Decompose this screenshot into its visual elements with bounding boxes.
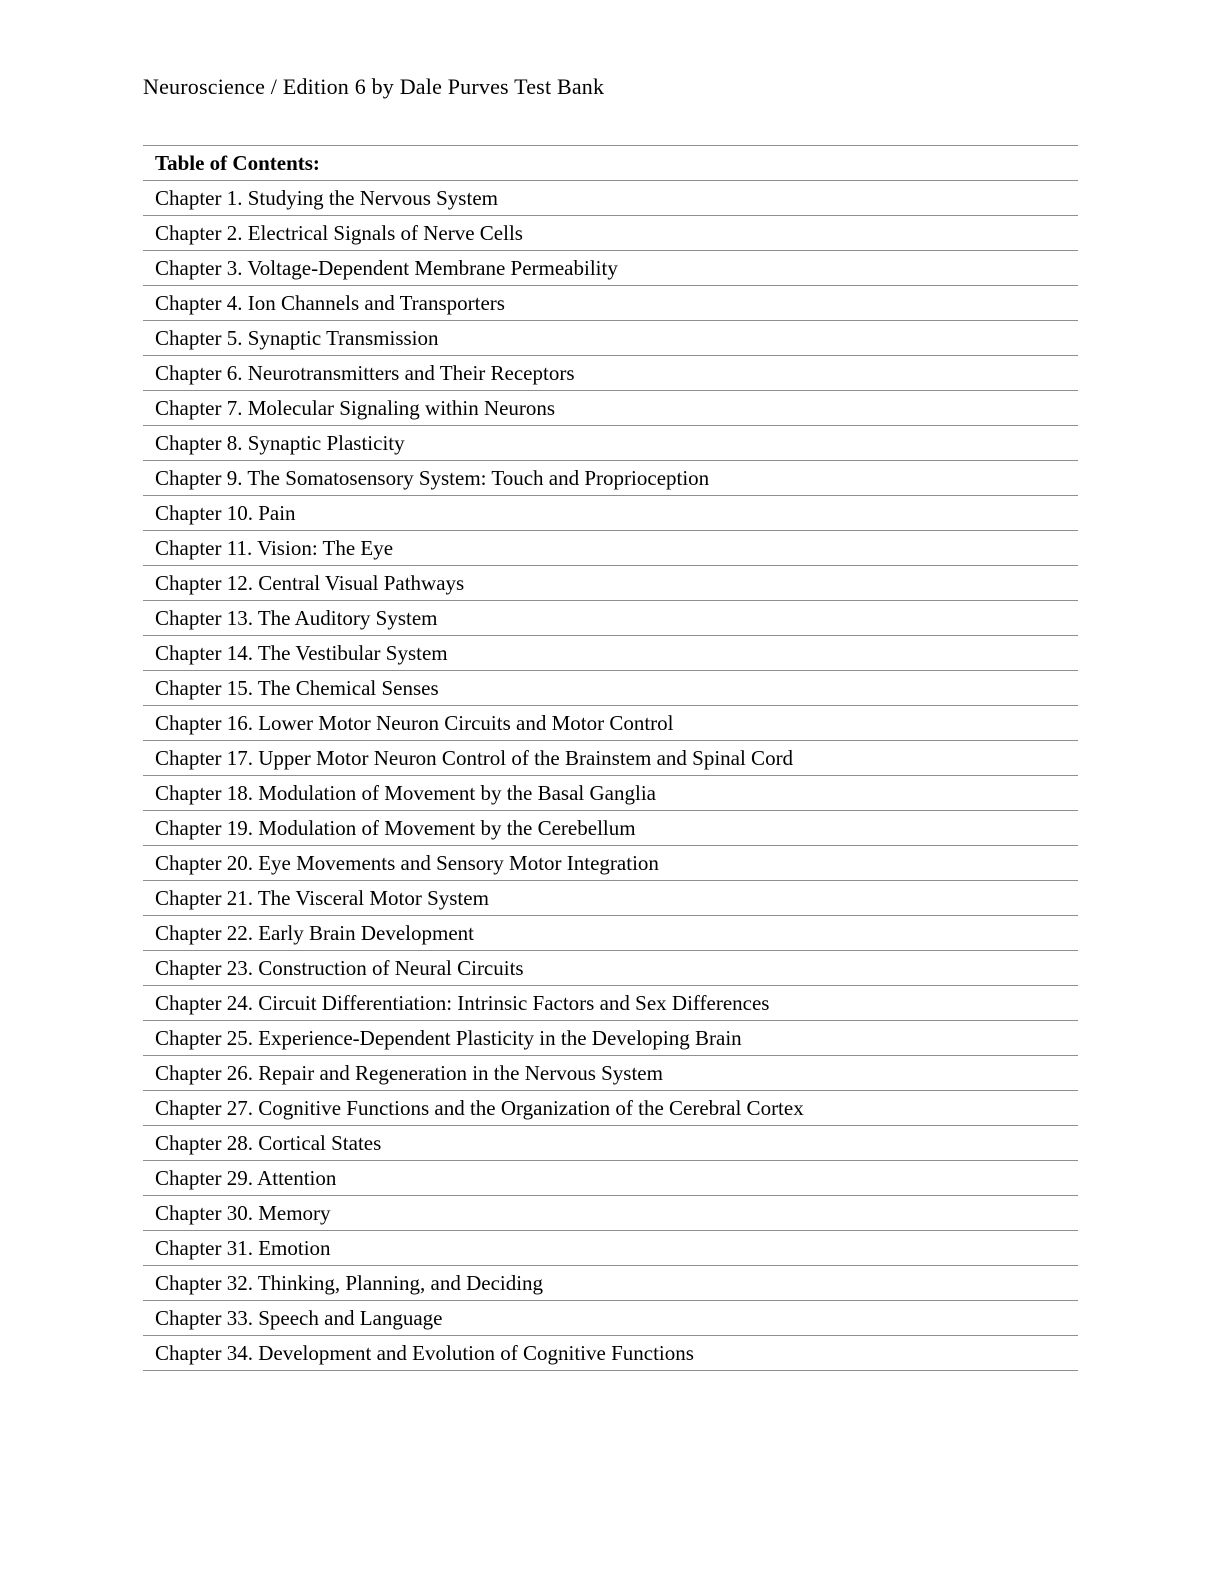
toc-row: Chapter 16. Lower Motor Neuron Circuits and Motor Control [143, 705, 1078, 740]
toc-row: Chapter 6. Neurotransmitters and Their Receptors [143, 355, 1078, 390]
toc-row: Chapter 25. Experience-Dependent Plasticity in the Developing Brain [143, 1020, 1078, 1055]
toc-row: Chapter 31. Emotion [143, 1230, 1078, 1265]
toc-row: Chapter 5. Synaptic Transmission [143, 320, 1078, 355]
toc-row: Chapter 4. Ion Channels and Transporters [143, 285, 1078, 320]
table-of-contents [143, 145, 1078, 1371]
toc-row: Chapter 27. Cognitive Functions and the Organization of the Cerebral Cortex [143, 1090, 1078, 1125]
toc-row: Chapter 7. Molecular Signaling within Neurons [143, 390, 1078, 425]
toc-row: Chapter 14. The Vestibular System [143, 635, 1078, 670]
toc-row: Chapter 3. Voltage-Dependent Membrane Permeability [143, 250, 1078, 285]
toc-row-list [143, 180, 1078, 1370]
toc-row: Chapter 33. Speech and Language [143, 1300, 1078, 1335]
toc-row: Chapter 8. Synaptic Plasticity [143, 425, 1078, 460]
toc-row: Chapter 32. Thinking, Planning, and Deciding [143, 1265, 1078, 1300]
toc-row: Chapter 28. Cortical States [143, 1125, 1078, 1160]
toc-row: Chapter 20. Eye Movements and Sensory Motor Integration [143, 845, 1078, 880]
toc-row: Chapter 29. Attention [143, 1160, 1078, 1195]
toc-row: Chapter 11. Vision: The Eye [143, 530, 1078, 565]
toc-row: Chapter 13. The Auditory System [143, 600, 1078, 635]
toc-row: Chapter 15. The Chemical Senses [143, 670, 1078, 705]
toc-row: Chapter 23. Construction of Neural Circuits [143, 950, 1078, 985]
toc-row: Chapter 10. Pain [143, 495, 1078, 530]
toc-row: Chapter 2. Electrical Signals of Nerve Cells [143, 215, 1078, 250]
toc-row: Chapter 1. Studying the Nervous System [143, 180, 1078, 215]
toc-row: Chapter 26. Repair and Regeneration in the Nervous System [143, 1055, 1078, 1090]
toc-row: Chapter 22. Early Brain Development [143, 915, 1078, 950]
toc-row: Chapter 9. The Somatosensory System: Touch and Proprioception [143, 460, 1078, 495]
toc-row: Chapter 19. Modulation of Movement by the Cerebellum [143, 810, 1078, 845]
toc-row: Chapter 34. Development and Evolution of Cognitive Functions [143, 1335, 1078, 1370]
toc-row: Chapter 24. Circuit Differentiation: Intrinsic Factors and Sex Differences [143, 985, 1078, 1020]
toc-row: Chapter 12. Central Visual Pathways [143, 565, 1078, 600]
document-title: Neuroscience / Edition 6 by Dale Purves Test Bank [143, 74, 605, 99]
toc-row: Chapter 17. Upper Motor Neuron Control of the Brainstem and Spinal Cord [143, 740, 1078, 775]
toc-header: Table of Contents: [143, 145, 1078, 180]
toc-row: Chapter 30. Memory [143, 1195, 1078, 1230]
toc-row: Chapter 21. The Visceral Motor System [143, 880, 1078, 915]
toc-row: Chapter 18. Modulation of Movement by the Basal Ganglia [143, 775, 1078, 810]
